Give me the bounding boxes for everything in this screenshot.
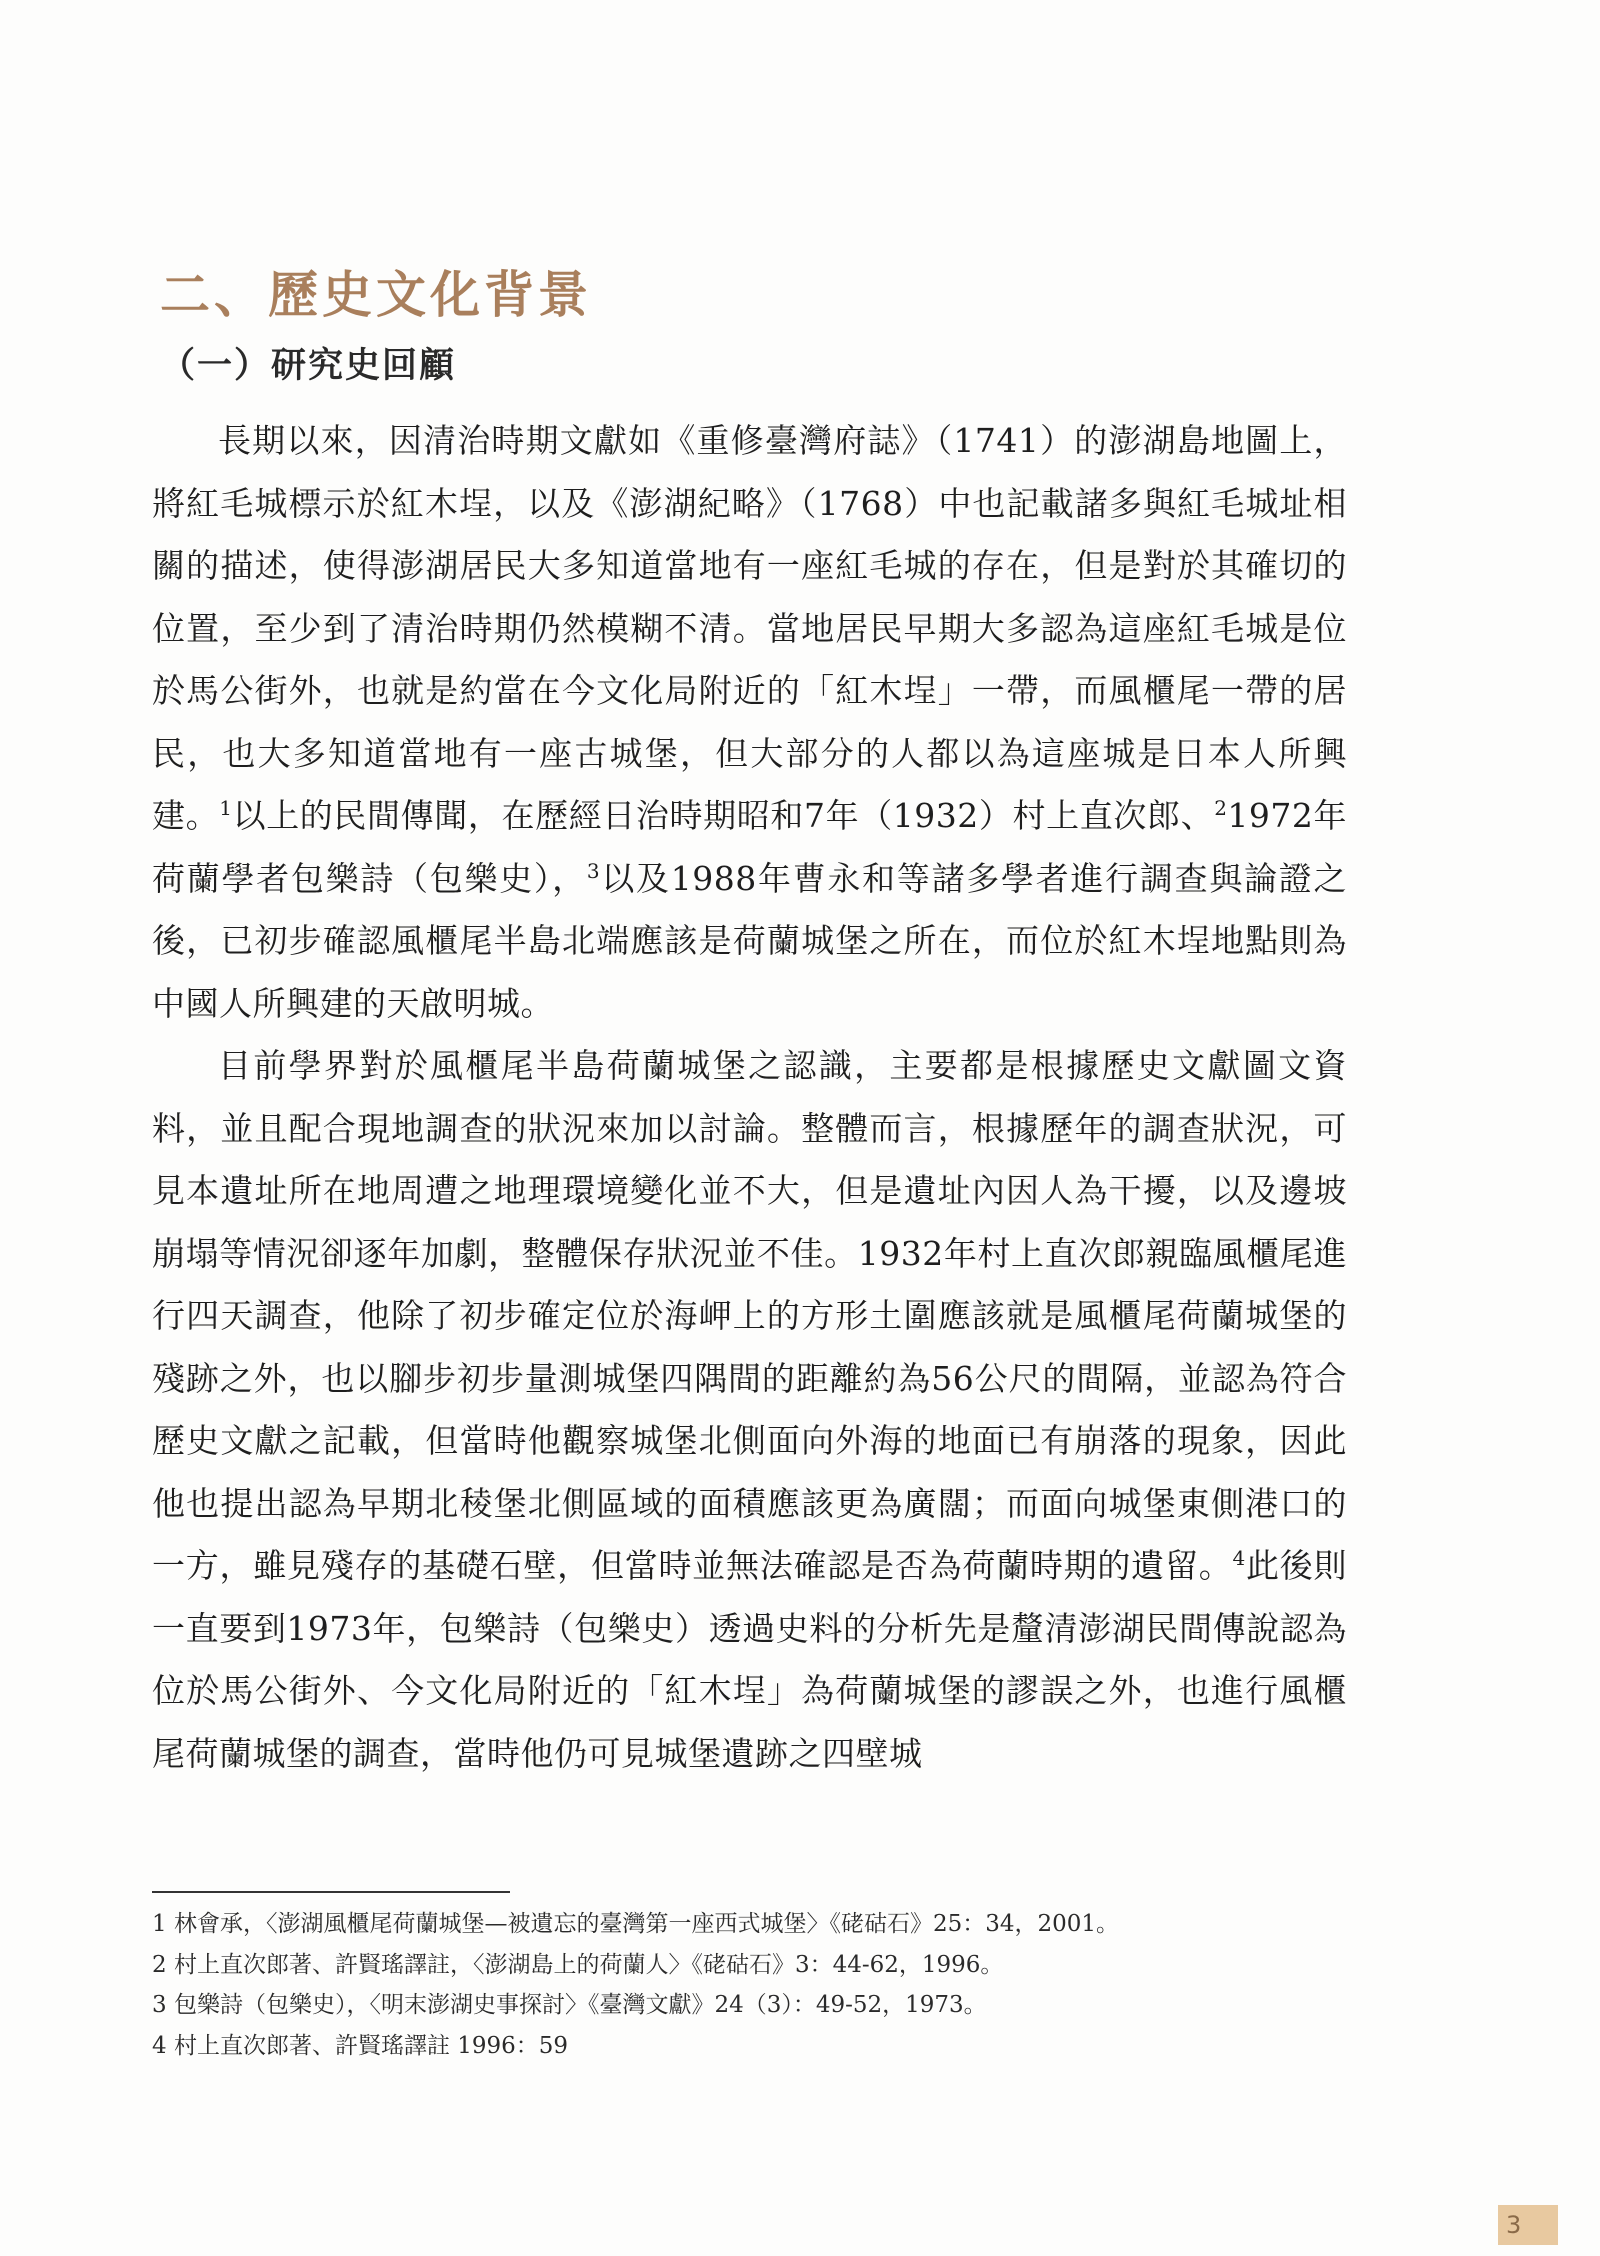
footnote-3: 3 包樂詩（包樂史），〈明末澎湖史事探討〉《臺灣文獻》24（3）：49-52，1973。	[152, 1992, 987, 2018]
subsection-title: （一）研究史回顧	[160, 346, 457, 386]
paragraph-text: 以及1988年曹永和等諸多學者進行調查與論證之後，已初步確認風櫃尾半島北端應該是荷蘭城堡之所在，而位於紅木埕地點則為中國人所興建的天啟明城。	[152, 858, 1348, 1023]
paragraph-1	[152, 410, 1347, 1035]
paragraph-text: 長期以來，因清治時期文獻如《重修臺灣府誌》（1741）的澎湖島地圖上，將紅毛城標示於紅木埕，以及《澎湖紀略》（1768）中也記載諸多與紅毛城址相關的描述，使得澎湖居民大多知道當地有一座紅毛城的存在，但是對於其確切的位置，至少到了清治時期仍然模糊不清。當地居民早期大多認為這座紅毛城是位於馬公街外，也就是約當在今文化局附近的「紅木埕」一帶，而風櫃尾一帶的居民，也大多知道當地有一座古城堡，但大部分的人都以為這座城是日本人所興建。	[152, 421, 1347, 835]
paragraph-text: 此後則一直要到1973年，包樂詩（包樂史）透過史料的分析先是釐清澎湖民間傳說認為位於馬公街外、今文化局附近的「紅木埕」為荷蘭城堡的謬誤之外，也進行風櫃尾荷蘭城堡的調查，當時他仍可見城堡遺跡之四壁城	[152, 1546, 1348, 1773]
footnote-1: 1 林會承，〈澎湖風櫃尾荷蘭城堡—被遺忘的臺灣第一座西式城堡〉《硓𥑮石》25：34，2001。	[152, 1911, 1120, 1937]
paragraph-text: 1972年荷蘭學者包樂詩（包樂史），	[152, 796, 1348, 898]
paragraph-2	[152, 1035, 1347, 1785]
paragraph-text: 目前學界對於風櫃尾半島荷蘭城堡之認識，主要都是根據歷史文獻圖文資料，並且配合現地調查的狀況來加以討論。整體而言，根據歷年的調查狀況，可見本遺址所在地周遭之地理環境變化並不大，但是遺址內因人為干擾，以及邊坡崩塌等情況卻逐年加劇，整體保存狀況並不佳。1932年村上直次郎親臨風櫃尾進行四天調查，他除了初步確定位於海岬上的方形土圍應該就是風櫃尾荷蘭城堡的殘跡之外，也以腳步初步量測城堡四隅間的距離約為56公尺的間隔，並認為符合歷史文獻之記載，但當時他觀察城堡北側面向外海的地面已有崩落的現象，因此他也提出認為早期北稜堡北側區域的面積應該更為廣闊；而面向城堡東側港口的一方，雖見殘存的基礎石壁，但當時並無法確認是否為荷蘭時期的遺留。	[152, 1046, 1347, 1585]
footnote-ref: 3	[586, 858, 601, 883]
footnote-divider	[152, 1891, 510, 1893]
page-number: 3	[1498, 2205, 1558, 2245]
footnote-ref: 2	[1214, 796, 1228, 820]
body-text	[152, 410, 1347, 1785]
footnote-ref: 4	[1232, 1546, 1246, 1570]
footnotes	[152, 1904, 1352, 2066]
footnote-2: 2 村上直次郎著、許賢瑤譯註，〈澎湖島上的荷蘭人〉《硓𥑮石》3：44-62，1996。	[152, 1951, 1004, 1978]
footnote-4: 4 村上直次郎著、許賢瑤譯註 1996：59	[152, 2032, 569, 2059]
section-title: 二、歷史文化背景	[160, 266, 592, 324]
paragraph-text: 以上的民間傳聞，在歷經日治時期昭和7年（1932）村上直次郎、	[232, 796, 1215, 835]
footnote-ref: 1	[219, 796, 233, 820]
